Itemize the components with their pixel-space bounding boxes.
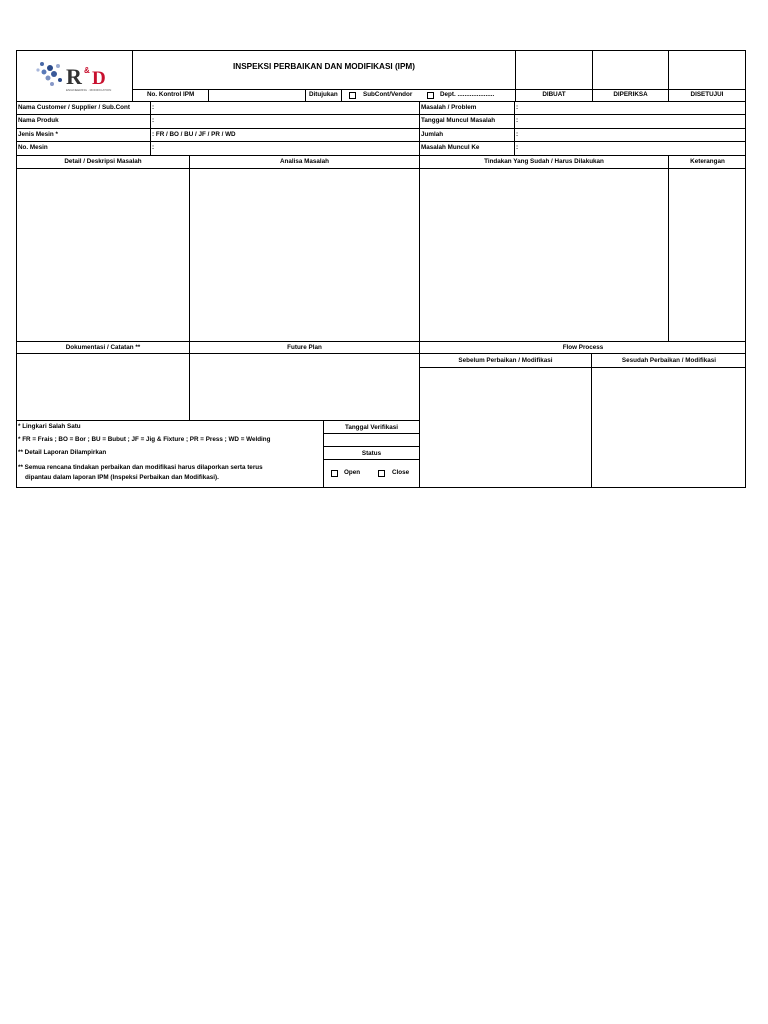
muncul-ke-label: Masalah Muncul Ke — [421, 144, 480, 151]
tanggal-verifikasi-label: Tanggal Verifikasi — [344, 424, 399, 431]
future-plan-area[interactable] — [190, 354, 419, 420]
form-title: INSPEKSI PERBAIKAN DAN MODIFIKASI (IPM) — [233, 62, 415, 71]
tanggal-muncul-label: Tanggal Muncul Masalah — [421, 117, 496, 124]
produk-field[interactable]: : — [152, 117, 155, 124]
analisa-header: Analisa Masalah — [280, 158, 329, 165]
jumlah-field[interactable]: : — [516, 131, 519, 138]
dept-checkbox[interactable] — [427, 92, 434, 99]
close-checkbox[interactable] — [378, 470, 385, 477]
produk-label: Nama Produk — [18, 117, 59, 124]
tanggal-verifikasi-field[interactable] — [324, 434, 419, 446]
note-rencana-2: dipantau dalam laporan IPM (Inspeksi Perbaikan dan Modifikasi). — [25, 474, 219, 481]
detail-header: Detail / Deskripsi Masalah — [64, 158, 142, 165]
jenis-mesin-field[interactable]: : FR / BO / BU / JF / PR / WD — [152, 131, 236, 138]
diperiksa-sign-box[interactable] — [593, 51, 668, 89]
dept-label: Dept. ..................... — [440, 91, 495, 98]
logo-divider — [132, 50, 133, 101]
muncul-ke-field[interactable]: : — [516, 144, 519, 151]
ditujukan-label: Ditujukan — [309, 91, 338, 98]
sesudah-header: Sesudah Perbaikan / Modifikasi — [621, 357, 717, 364]
jumlah-label: Jumlah — [421, 131, 444, 138]
no-mesin-label: No. Mesin — [18, 144, 48, 151]
keterangan-header: Keterangan — [690, 158, 725, 165]
tindakan-header: Tindakan Yang Sudah / Harus Dilakukan — [484, 158, 604, 165]
jenis-mesin-label: Jenis Mesin * — [18, 131, 58, 138]
tindakan-area[interactable] — [420, 169, 668, 341]
open-label: Open — [344, 469, 361, 476]
disetujui-label: DISETUJUI — [690, 91, 724, 98]
status-label: Status — [361, 450, 382, 457]
customer-field[interactable]: : — [152, 104, 155, 111]
analisa-area[interactable] — [190, 169, 419, 341]
subcont-checkbox[interactable] — [349, 92, 356, 99]
sesudah-area[interactable] — [592, 368, 745, 487]
no-kontrol-label: No. Kontrol IPM — [147, 91, 195, 98]
dibuat-label: DIBUAT — [542, 91, 566, 98]
keterangan-area[interactable] — [669, 169, 745, 341]
note-rencana-1: ** Semua rencana tindakan perbaikan dan modifikasi harus dilaporkan serta terus — [18, 464, 263, 471]
note-jenis-mesin: * FR = Frais ; BO = Bor ; BU = Bubut ; JF = Jig & Fixture ; PR = Press ; WD = Welding — [18, 436, 271, 443]
close-label: Close — [392, 469, 410, 476]
note-lingkari: * Lingkari Salah Satu — [18, 423, 81, 430]
customer-label: Nama Customer / Supplier / Sub.Cont — [18, 104, 130, 111]
logo-ampersand: & — [84, 66, 90, 75]
open-checkbox[interactable] — [331, 470, 338, 477]
detail-area[interactable] — [17, 169, 189, 341]
sebelum-area[interactable] — [420, 368, 591, 487]
logo-letter-r: R — [66, 64, 82, 89]
dokumentasi-header: Dokumentasi / Catatan ** — [65, 344, 141, 351]
future-plan-header: Future Plan — [287, 344, 322, 351]
dokumentasi-area[interactable] — [17, 354, 189, 420]
masalah-field[interactable]: : — [516, 104, 519, 111]
flow-process-header: Flow Process — [562, 344, 604, 351]
masalah-label: Masalah / Problem — [421, 104, 477, 111]
note-detail-laporan: ** Detail Laporan Dilampirkan — [18, 449, 107, 456]
tanggal-muncul-field[interactable]: : — [516, 117, 519, 124]
diperiksa-label: DIPERIKSA — [613, 91, 648, 98]
dibuat-sign-box[interactable] — [516, 51, 592, 89]
no-kontrol-field[interactable] — [209, 89, 305, 101]
disetujui-sign-box[interactable] — [669, 51, 745, 89]
sebelum-header: Sebelum Perbaikan / Modifikasi — [458, 357, 553, 364]
no-mesin-field[interactable]: : — [152, 144, 155, 151]
logo-letter-d: D — [92, 68, 106, 89]
subcont-label: SubCont/Vendor — [363, 91, 413, 98]
logo-tagline: ENGINEERING · MODIFICATION — [66, 88, 112, 92]
